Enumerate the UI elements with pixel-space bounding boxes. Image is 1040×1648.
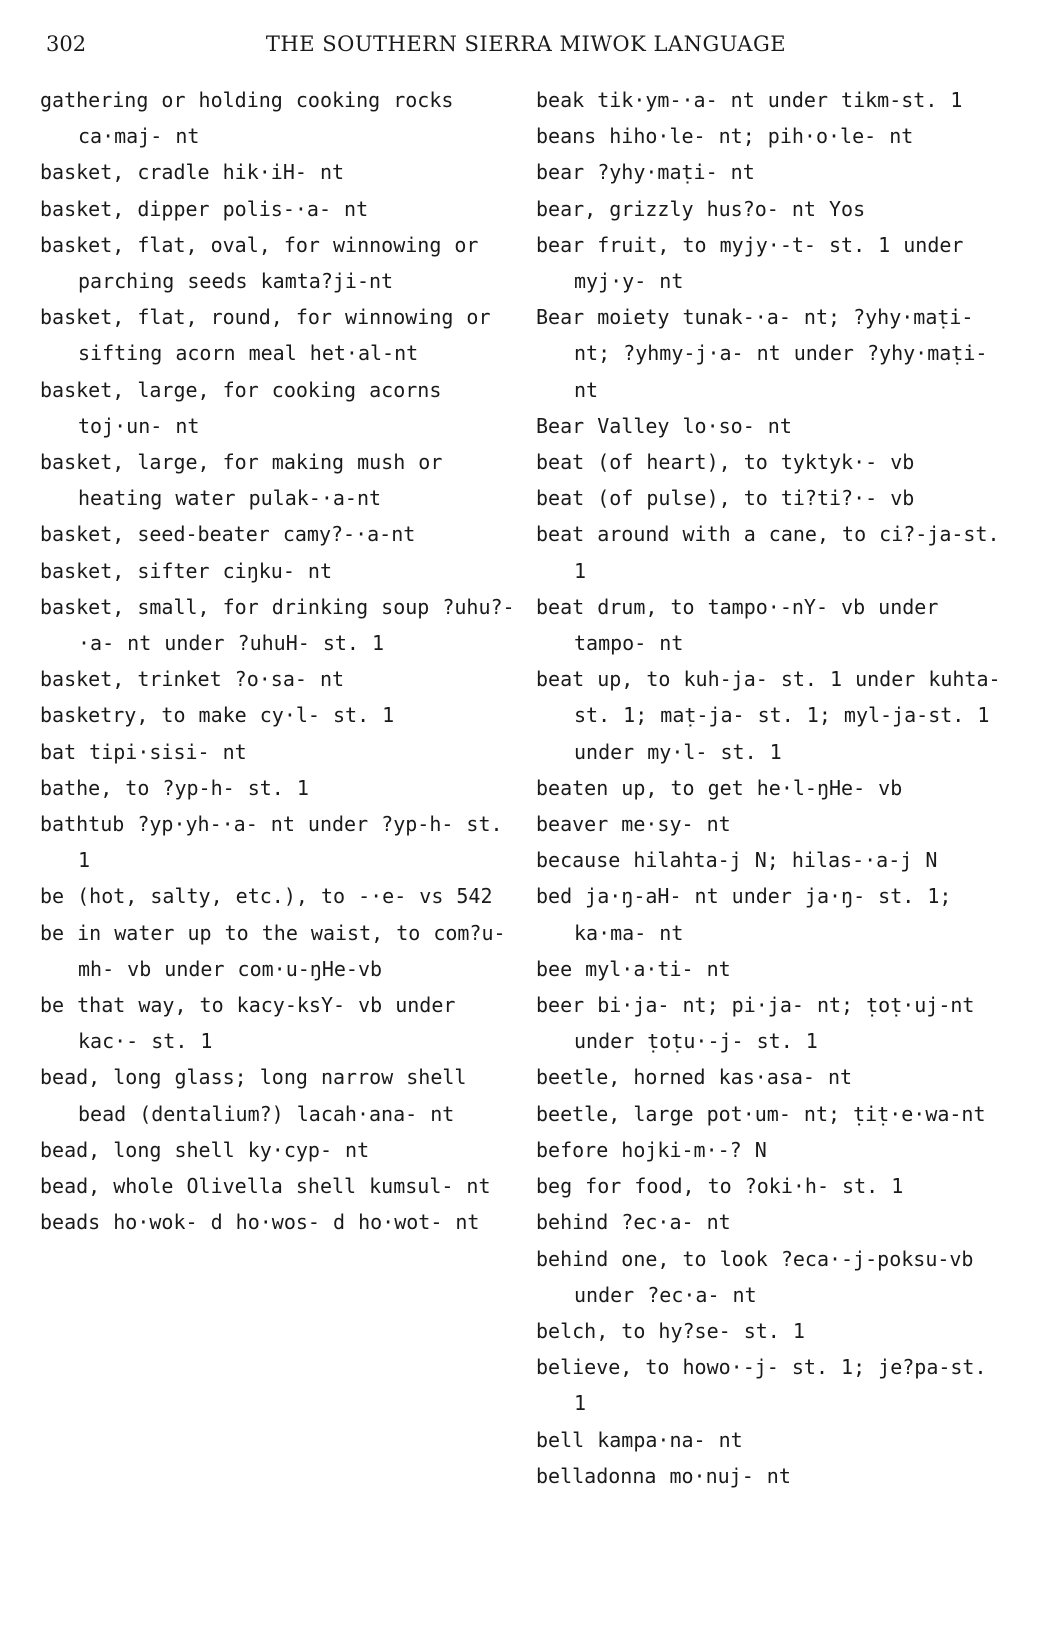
running-title: THE SOUTHERN SIERRA MIWOK LANGUAGE	[265, 32, 787, 56]
page-header	[46, 30, 1006, 64]
dictionary-entry: Bear moiety tunak-·a- nt; ?yhy·maṭi- nt; ?yhmy-j·a- nt under ?yhy·maṭi- nt	[536, 305, 988, 402]
dictionary-entry: beaver me·sy- nt	[536, 812, 731, 837]
dictionary-entry: bear, grizzly hus?o- nt Yos	[536, 196, 866, 221]
dictionary-entry: Bear Valley lo·so- nt	[536, 413, 792, 438]
dictionary-entry: bat tipi·sisi- nt	[40, 739, 247, 764]
dictionary-entry: bear fruit, to myjy·-t- st. 1 under myj·y- nt	[536, 232, 964, 294]
left-column	[40, 82, 518, 1241]
dictionary-entry: basket, sifter ciŋku- nt	[40, 558, 332, 583]
dictionary-entry: beetle, horned kas·asa- nt	[536, 1065, 853, 1090]
dictionary-entry: beaten up, to get he·l-ŋHe- vb	[536, 775, 903, 800]
dictionary-entry: beads ho·wok- d ho·wos- d ho·wot- nt	[40, 1210, 480, 1235]
dictionary-entry: bell kampa·na- nt	[536, 1427, 743, 1452]
dictionary-entry: beat drum, to tampo·-nY- vb under tampo- nt	[536, 594, 939, 656]
dictionary-entry: gathering or holding cooking rocks ca·maj- nt	[40, 88, 454, 149]
dictionary-entry: be (hot, salty, etc.), to -·e- vs 542	[40, 884, 493, 909]
dictionary-entry: basket, cradle hik·iH- nt	[40, 160, 345, 185]
dictionary-entry: bead, whole Olivella shell kumsul- nt	[40, 1174, 491, 1199]
dictionary-entry: basketry, to make cy·l- st. 1	[40, 703, 395, 728]
dictionary-entry: beak tik·ym-·a- nt under tikm-st. 1	[536, 88, 963, 112]
dictionary-entry: before hojki-m·-? N	[536, 1137, 767, 1162]
dictionary-entry: beat (of pulse), to ti?ti?·- vb	[536, 486, 915, 511]
dictionary-entry: behind one, to look ?eca·-j-poksu-vb under ?ec·a- nt	[536, 1246, 974, 1307]
dictionary-entry: believe, to howo·-j- st. 1; je?pa-st. 1	[536, 1355, 987, 1416]
dictionary-entry: beg for food, to ?oki·h- st. 1	[536, 1174, 904, 1199]
dictionary-entry: be that way, to kacy-ksY- vb under kac·- st. 1	[40, 993, 456, 1054]
dictionary-entry: beat around with a cane, to ci?-ja-st. 1	[536, 522, 1000, 583]
dictionary-entry: belladonna mo·nuj- nt	[536, 1463, 791, 1488]
dictionary-entry: basket, dipper polis-·a- nt	[40, 196, 369, 221]
dictionary-entry: basket, seed-beater camy?-·a-nt	[40, 522, 416, 547]
dictionary-entry: basket, flat, oval, for winnowing or parching seeds kamta?ji-nt	[40, 232, 479, 294]
dictionary-entry: bathe, to ?yp-h- st. 1	[40, 775, 309, 800]
dictionary-entry: basket, small, for drinking soup ?uhu?-·a- nt under ?uhuH- st. 1	[40, 594, 515, 656]
dictionary-entry: because hilahta-j N; hilas-·a-j N	[536, 848, 938, 873]
dictionary-entry: bed ja·ŋ-aH- nt under ja·ŋ- st. 1; ka·ma- nt	[536, 884, 952, 945]
dictionary-entry: bee myl·a·ti- nt	[536, 956, 731, 981]
dictionary-entry: belch, to hy?se- st. 1	[536, 1318, 805, 1343]
dictionary-entry: basket, trinket ?o·sa- nt	[40, 667, 345, 692]
dictionary-entry: beans hiho·le- nt; pih·o·le- nt	[536, 124, 914, 149]
dictionary-entry: basket, flat, round, for winnowing or sifting acorn meal het·al-nt	[40, 305, 491, 366]
dictionary-entry: beetle, large pot·um- nt; ṭiṭ·e·wa-nt	[536, 1101, 986, 1126]
dictionary-entry: beer bi·ja- nt; pi·ja- nt; ṭoṭ·uj-nt under ṭoṭu·-j- st. 1	[536, 993, 975, 1054]
dictionary-entry: bead, long glass; long narrow shell bead (dentalium?) lacah·ana- nt	[40, 1065, 467, 1126]
dictionary-entry: beat (of heart), to tyktyk·- vb	[536, 450, 915, 475]
right-column	[536, 82, 1006, 1494]
dictionary-entry: basket, large, for making mush or heating water pulak-·a-nt	[40, 450, 443, 511]
dictionary-entry: beat up, to kuh-ja- st. 1 under kuhta- st. 1; maṭ-ja- st. 1; myl-ja-st. 1 under my·l- st. 1	[536, 667, 1001, 764]
dictionary-entry: behind ?ec·a- nt	[536, 1210, 731, 1235]
dictionary-entry: bear ?yhy·maṭi- nt	[536, 160, 755, 185]
page-number: 302	[46, 32, 87, 56]
dictionary-entry: bead, long shell ky·cyp- nt	[40, 1137, 370, 1162]
dictionary-entry: basket, large, for cooking acorns toj·un- nt	[40, 377, 442, 438]
dictionary-entry: bathtub ?yp·yh-·a- nt under ?yp-h- st. 1	[40, 812, 503, 873]
dictionary-entry: be in water up to the waist, to com?u-mh- vb under com·u-ŋHe-vb	[40, 920, 506, 981]
